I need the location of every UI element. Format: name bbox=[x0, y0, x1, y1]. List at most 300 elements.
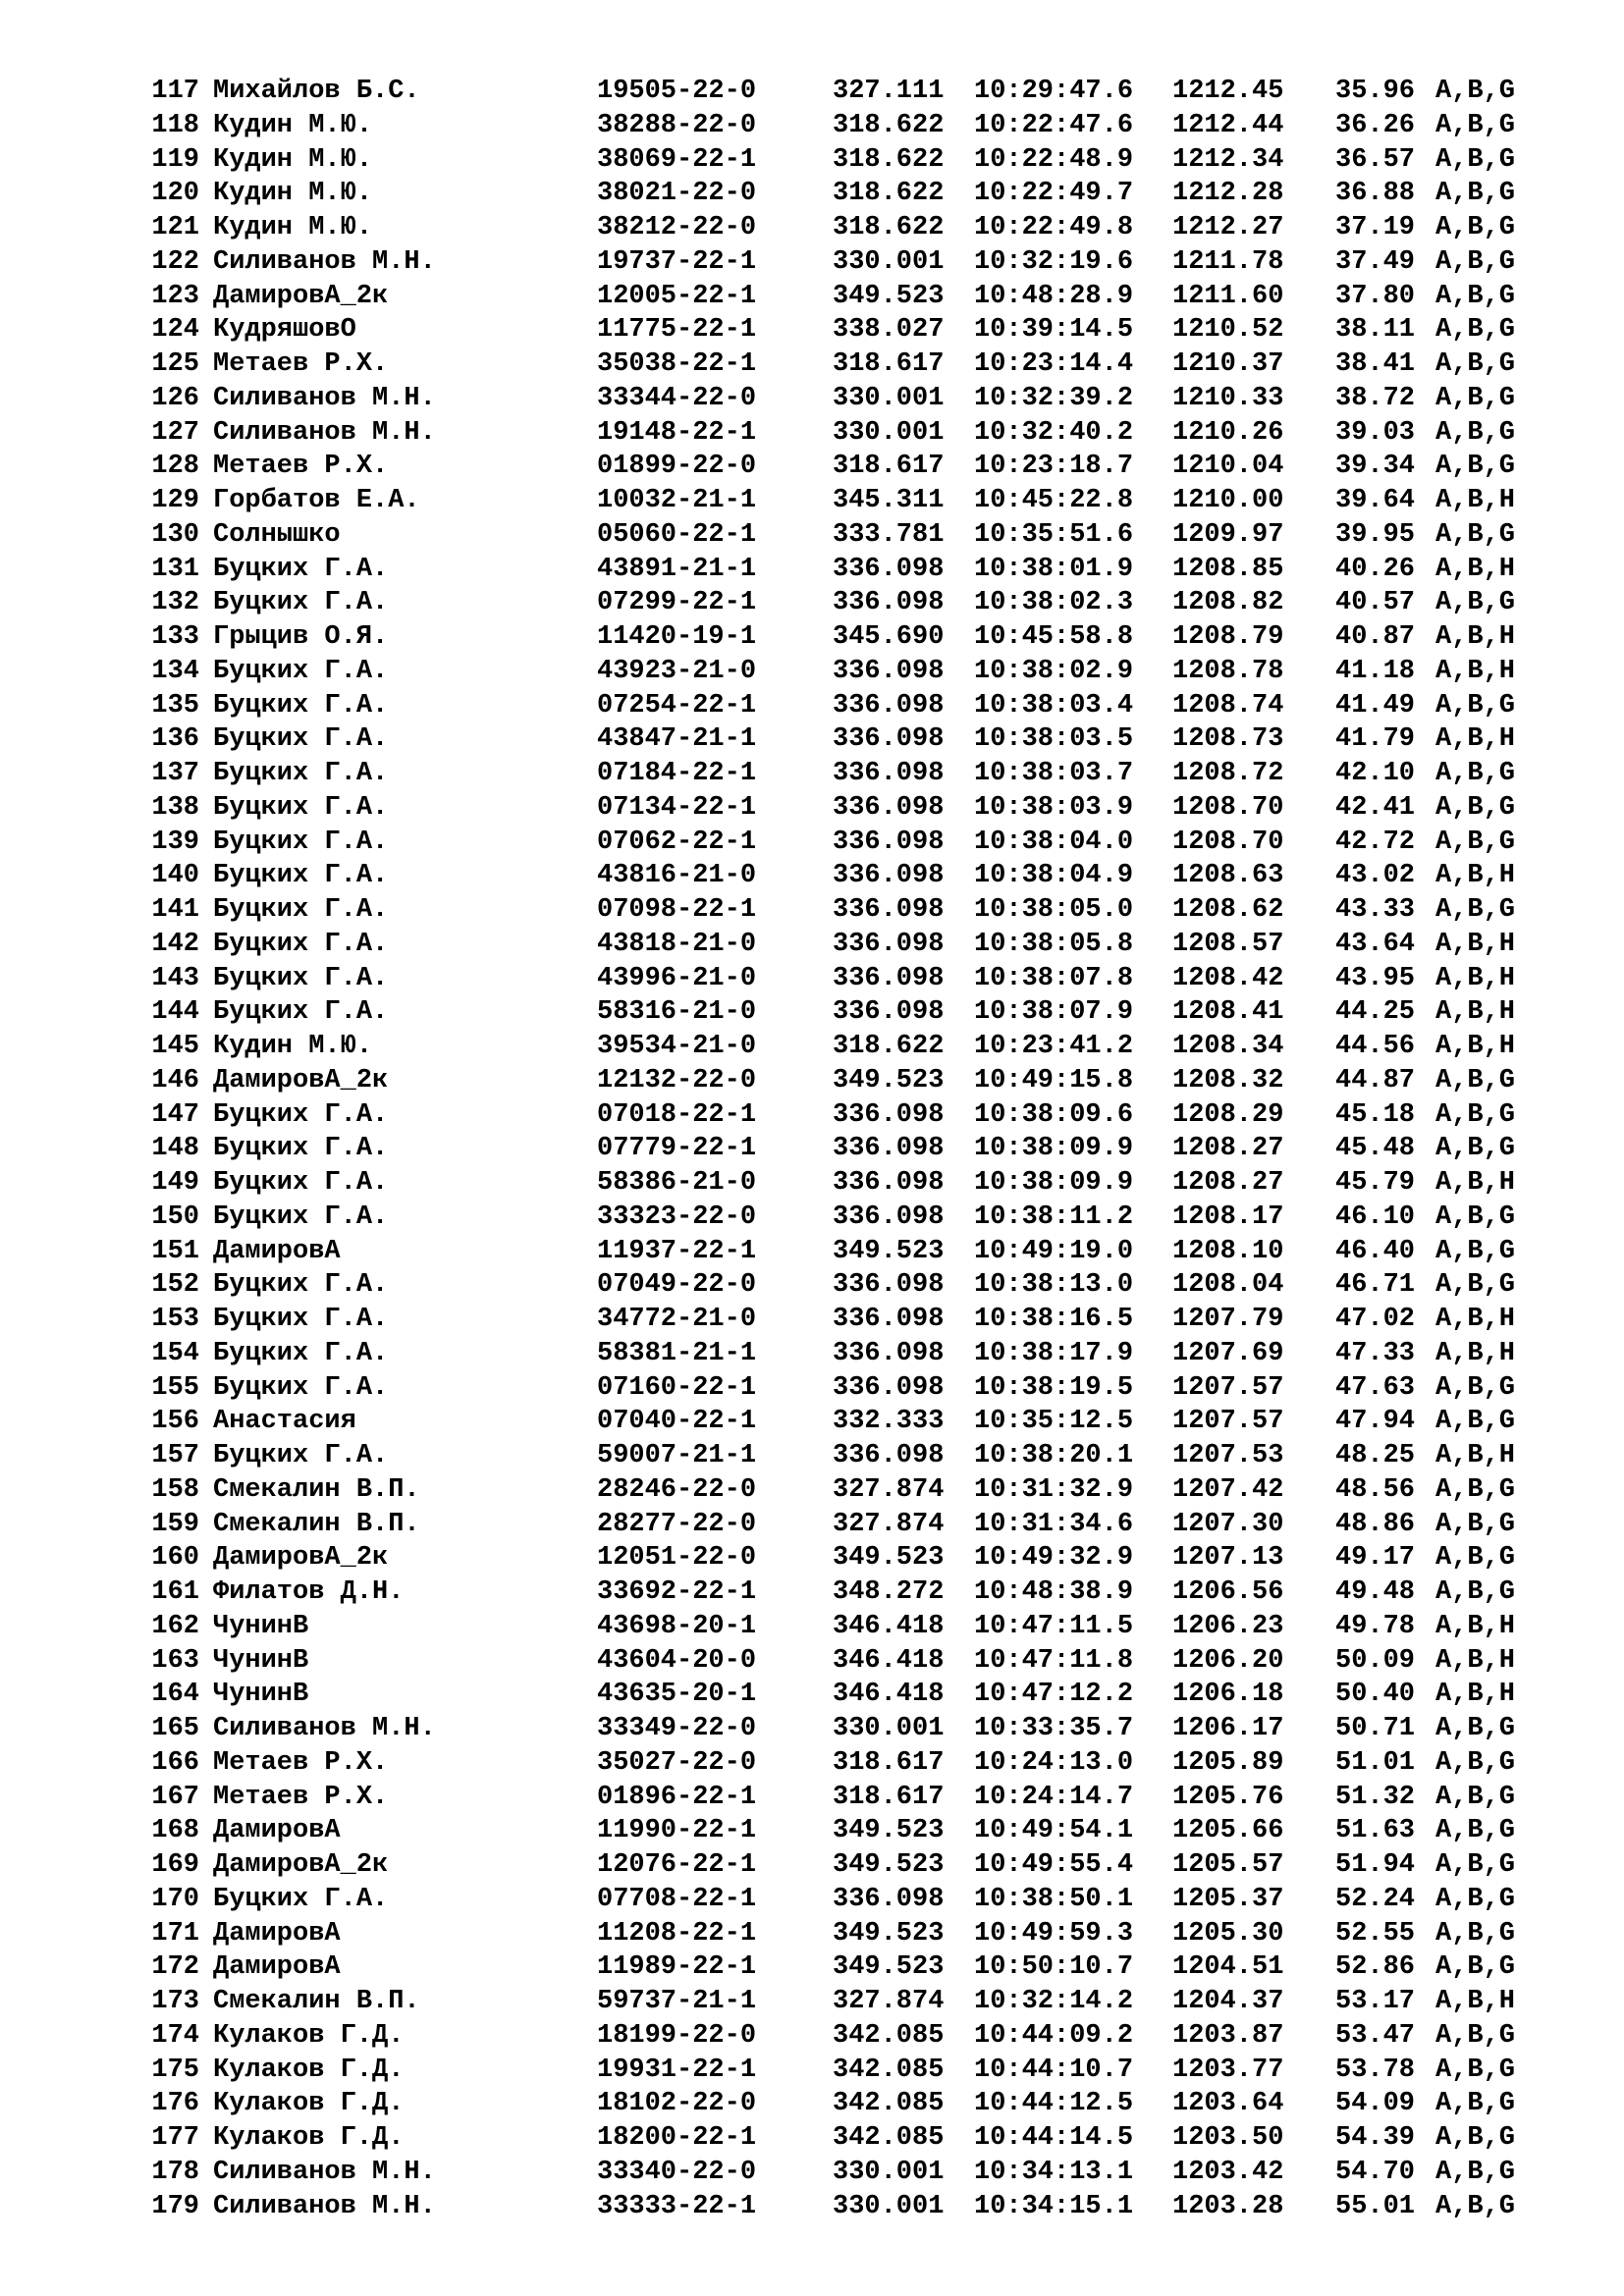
speed-cell: 1203.77 bbox=[1172, 2055, 1284, 2085]
points-cell: 35.96 bbox=[1335, 77, 1416, 106]
ring-number-cell: 11937-22-1 bbox=[597, 1236, 757, 1266]
distance-cell: 327.874 bbox=[833, 1987, 945, 2016]
categories-cell: A,B,H bbox=[1435, 1441, 1516, 1470]
ring-number-cell: 33349-22-0 bbox=[597, 1714, 757, 1743]
fancier-name-cell: Буцких Г.А. bbox=[213, 554, 389, 584]
fancier-name-cell: Буцких Г.А. bbox=[213, 690, 389, 721]
ring-number-cell: 38069-22-1 bbox=[597, 144, 757, 175]
place-cell: 178 bbox=[151, 2157, 199, 2187]
place-cell: 129 bbox=[151, 486, 199, 515]
points-cell: 52.55 bbox=[1335, 1918, 1416, 1949]
ring-number-cell: 19505-22-0 bbox=[597, 77, 757, 106]
arrival-time-cell: 10:38:05.8 bbox=[974, 929, 1134, 959]
place-cell: 135 bbox=[151, 690, 199, 721]
points-cell: 37.80 bbox=[1335, 281, 1416, 311]
arrival-time-cell: 10:48:38.9 bbox=[974, 1577, 1134, 1607]
distance-cell: 336.098 bbox=[833, 792, 945, 823]
speed-cell: 1203.28 bbox=[1172, 2191, 1284, 2221]
categories-cell: A,B,H bbox=[1435, 1987, 1516, 2016]
ring-number-cell: 33692-22-1 bbox=[597, 1577, 757, 1607]
points-cell: 36.26 bbox=[1335, 110, 1416, 140]
ring-number-cell: 11420-19-1 bbox=[597, 622, 757, 652]
categories-cell: A,B,H bbox=[1435, 1645, 1516, 1676]
points-cell: 44.87 bbox=[1335, 1065, 1416, 1095]
distance-cell: 342.085 bbox=[833, 2089, 945, 2119]
categories-cell: A,B,H bbox=[1435, 622, 1516, 652]
points-cell: 50.40 bbox=[1335, 1680, 1416, 1710]
arrival-time-cell: 10:35:51.6 bbox=[974, 519, 1134, 550]
fancier-name-cell: Кудин М.Ю. bbox=[213, 110, 373, 140]
ring-number-cell: 28246-22-0 bbox=[597, 1474, 757, 1505]
fancier-name-cell: ЧунинВ bbox=[213, 1611, 309, 1641]
fancier-name-cell: Кудин М.Ю. bbox=[213, 179, 373, 209]
ring-number-cell: 58316-21-0 bbox=[597, 997, 757, 1028]
points-cell: 48.25 bbox=[1335, 1441, 1416, 1470]
arrival-time-cell: 10:38:11.2 bbox=[974, 1201, 1134, 1232]
fancier-name-cell: КудряшовО bbox=[213, 315, 356, 346]
ring-number-cell: 43635-20-1 bbox=[597, 1680, 757, 1710]
place-cell: 164 bbox=[151, 1680, 199, 1710]
distance-cell: 336.098 bbox=[833, 1305, 945, 1334]
speed-cell: 1211.78 bbox=[1172, 246, 1284, 277]
categories-cell: A,B,H bbox=[1435, 963, 1516, 993]
place-cell: 154 bbox=[151, 1338, 199, 1368]
speed-cell: 1205.66 bbox=[1172, 1816, 1284, 1846]
categories-cell: A,B,G bbox=[1435, 2055, 1516, 2085]
arrival-time-cell: 10:23:41.2 bbox=[974, 1032, 1134, 1061]
categories-cell: A,B,G bbox=[1435, 1918, 1516, 1949]
fancier-name-cell: Буцких Г.А. bbox=[213, 724, 389, 755]
ring-number-cell: 12005-22-1 bbox=[597, 281, 757, 311]
place-cell: 118 bbox=[151, 110, 199, 140]
place-cell: 145 bbox=[151, 1032, 199, 1061]
fancier-name-cell: Буцких Г.А. bbox=[213, 1099, 389, 1130]
distance-cell: 349.523 bbox=[833, 1918, 945, 1949]
categories-cell: A,B,G bbox=[1435, 1543, 1516, 1574]
distance-cell: 336.098 bbox=[833, 1270, 945, 1301]
ring-number-cell: 07098-22-1 bbox=[597, 895, 757, 925]
ring-number-cell: 38021-22-0 bbox=[597, 179, 757, 209]
categories-cell: A,B,G bbox=[1435, 2089, 1516, 2119]
distance-cell: 318.617 bbox=[833, 452, 945, 482]
arrival-time-cell: 10:50:10.7 bbox=[974, 1952, 1134, 1983]
categories-cell: A,B,G bbox=[1435, 144, 1516, 175]
ring-number-cell: 38288-22-0 bbox=[597, 110, 757, 140]
distance-cell: 318.617 bbox=[833, 1747, 945, 1778]
arrival-time-cell: 10:38:02.9 bbox=[974, 656, 1134, 686]
categories-cell: A,B,G bbox=[1435, 1714, 1516, 1743]
arrival-time-cell: 10:49:15.8 bbox=[974, 1065, 1134, 1095]
arrival-time-cell: 10:38:02.3 bbox=[974, 588, 1134, 618]
distance-cell: 336.098 bbox=[833, 588, 945, 618]
speed-cell: 1208.57 bbox=[1172, 929, 1284, 959]
arrival-time-cell: 10:38:13.0 bbox=[974, 1270, 1134, 1301]
categories-cell: A,B,G bbox=[1435, 895, 1516, 925]
speed-cell: 1212.44 bbox=[1172, 110, 1284, 140]
arrival-time-cell: 10:34:15.1 bbox=[974, 2191, 1134, 2221]
points-cell: 53.17 bbox=[1335, 1987, 1416, 2016]
place-cell: 143 bbox=[151, 963, 199, 993]
distance-cell: 336.098 bbox=[833, 1338, 945, 1368]
place-cell: 163 bbox=[151, 1645, 199, 1676]
place-cell: 127 bbox=[151, 417, 199, 448]
speed-cell: 1207.30 bbox=[1172, 1509, 1284, 1539]
place-cell: 121 bbox=[151, 213, 199, 242]
speed-cell: 1207.42 bbox=[1172, 1474, 1284, 1505]
arrival-time-cell: 10:38:04.9 bbox=[974, 861, 1134, 891]
points-cell: 47.94 bbox=[1335, 1407, 1416, 1437]
place-cell: 169 bbox=[151, 1850, 199, 1880]
distance-cell: 336.098 bbox=[833, 1884, 945, 1914]
categories-cell: A,B,G bbox=[1435, 383, 1516, 413]
arrival-time-cell: 10:45:22.8 bbox=[974, 486, 1134, 515]
speed-cell: 1212.34 bbox=[1172, 144, 1284, 175]
place-cell: 139 bbox=[151, 827, 199, 857]
fancier-name-cell: ЧунинВ bbox=[213, 1680, 309, 1710]
speed-cell: 1205.57 bbox=[1172, 1850, 1284, 1880]
arrival-time-cell: 10:35:12.5 bbox=[974, 1407, 1134, 1437]
arrival-time-cell: 10:47:11.5 bbox=[974, 1611, 1134, 1641]
place-cell: 159 bbox=[151, 1509, 199, 1539]
distance-cell: 346.418 bbox=[833, 1645, 945, 1676]
arrival-time-cell: 10:24:13.0 bbox=[974, 1747, 1134, 1778]
ring-number-cell: 07062-22-1 bbox=[597, 827, 757, 857]
ring-number-cell: 07184-22-1 bbox=[597, 759, 757, 788]
ring-number-cell: 12051-22-0 bbox=[597, 1543, 757, 1574]
ring-number-cell: 19148-22-1 bbox=[597, 417, 757, 448]
categories-cell: A,B,G bbox=[1435, 1952, 1516, 1983]
points-cell: 43.02 bbox=[1335, 861, 1416, 891]
points-cell: 50.09 bbox=[1335, 1645, 1416, 1676]
fancier-name-cell: Буцких Г.А. bbox=[213, 1201, 389, 1232]
place-cell: 165 bbox=[151, 1714, 199, 1743]
categories-cell: A,B,G bbox=[1435, 1236, 1516, 1266]
categories-cell: A,B,H bbox=[1435, 861, 1516, 891]
fancier-name-cell: Буцких Г.А. bbox=[213, 1168, 389, 1198]
ring-number-cell: 07299-22-1 bbox=[597, 588, 757, 618]
ring-number-cell: 33323-22-0 bbox=[597, 1201, 757, 1232]
categories-cell: A,B,H bbox=[1435, 1680, 1516, 1710]
distance-cell: 342.085 bbox=[833, 2055, 945, 2085]
categories-cell: A,B,H bbox=[1435, 1032, 1516, 1061]
arrival-time-cell: 10:49:32.9 bbox=[974, 1543, 1134, 1574]
distance-cell: 336.098 bbox=[833, 554, 945, 584]
distance-cell: 345.311 bbox=[833, 486, 945, 515]
ring-number-cell: 19931-22-1 bbox=[597, 2055, 757, 2085]
categories-cell: A,B,G bbox=[1435, 77, 1516, 106]
place-cell: 171 bbox=[151, 1918, 199, 1949]
distance-cell: 327.874 bbox=[833, 1509, 945, 1539]
points-cell: 47.63 bbox=[1335, 1372, 1416, 1403]
speed-cell: 1207.57 bbox=[1172, 1372, 1284, 1403]
fancier-name-cell: Буцких Г.А. bbox=[213, 1884, 389, 1914]
place-cell: 157 bbox=[151, 1441, 199, 1470]
place-cell: 141 bbox=[151, 895, 199, 925]
fancier-name-cell: ДамировА_2к bbox=[213, 1543, 389, 1574]
points-cell: 54.70 bbox=[1335, 2157, 1416, 2187]
place-cell: 128 bbox=[151, 452, 199, 482]
ring-number-cell: 38212-22-0 bbox=[597, 213, 757, 242]
place-cell: 117 bbox=[151, 77, 199, 106]
speed-cell: 1206.18 bbox=[1172, 1680, 1284, 1710]
points-cell: 38.41 bbox=[1335, 349, 1416, 379]
points-cell: 46.71 bbox=[1335, 1270, 1416, 1301]
arrival-time-cell: 10:38:17.9 bbox=[974, 1338, 1134, 1368]
arrival-time-cell: 10:32:19.6 bbox=[974, 246, 1134, 277]
fancier-name-cell: Смекалин В.П. bbox=[213, 1509, 420, 1539]
points-cell: 53.78 bbox=[1335, 2055, 1416, 2085]
arrival-time-cell: 10:23:18.7 bbox=[974, 452, 1134, 482]
place-cell: 153 bbox=[151, 1305, 199, 1334]
speed-cell: 1204.51 bbox=[1172, 1952, 1284, 1983]
speed-cell: 1212.28 bbox=[1172, 179, 1284, 209]
speed-cell: 1208.62 bbox=[1172, 895, 1284, 925]
fancier-name-cell: Буцких Г.А. bbox=[213, 656, 389, 686]
place-cell: 175 bbox=[151, 2055, 199, 2085]
arrival-time-cell: 10:22:49.7 bbox=[974, 179, 1134, 209]
distance-cell: 349.523 bbox=[833, 1816, 945, 1846]
ring-number-cell: 19737-22-1 bbox=[597, 246, 757, 277]
fancier-name-cell: Буцких Г.А. bbox=[213, 1441, 389, 1470]
fancier-name-cell: Метаев Р.Х. bbox=[213, 349, 389, 379]
points-cell: 49.17 bbox=[1335, 1543, 1416, 1574]
speed-cell: 1206.17 bbox=[1172, 1714, 1284, 1743]
arrival-time-cell: 10:38:04.0 bbox=[974, 827, 1134, 857]
speed-cell: 1212.27 bbox=[1172, 213, 1284, 242]
speed-cell: 1208.04 bbox=[1172, 1270, 1284, 1301]
categories-cell: A,B,G bbox=[1435, 759, 1516, 788]
speed-cell: 1205.76 bbox=[1172, 1782, 1284, 1812]
categories-cell: A,B,G bbox=[1435, 1134, 1516, 1164]
categories-cell: A,B,G bbox=[1435, 1782, 1516, 1812]
speed-cell: 1205.37 bbox=[1172, 1884, 1284, 1914]
categories-cell: A,B,H bbox=[1435, 486, 1516, 515]
speed-cell: 1206.56 bbox=[1172, 1577, 1284, 1607]
speed-cell: 1208.82 bbox=[1172, 588, 1284, 618]
points-cell: 53.47 bbox=[1335, 2020, 1416, 2051]
distance-cell: 336.098 bbox=[833, 759, 945, 788]
speed-cell: 1210.33 bbox=[1172, 383, 1284, 413]
speed-cell: 1206.20 bbox=[1172, 1645, 1284, 1676]
arrival-time-cell: 10:39:14.5 bbox=[974, 315, 1134, 346]
speed-cell: 1207.53 bbox=[1172, 1441, 1284, 1470]
ring-number-cell: 18200-22-1 bbox=[597, 2123, 757, 2153]
points-cell: 41.18 bbox=[1335, 656, 1416, 686]
arrival-time-cell: 10:33:35.7 bbox=[974, 1714, 1134, 1743]
points-cell: 37.19 bbox=[1335, 213, 1416, 242]
points-cell: 41.49 bbox=[1335, 690, 1416, 721]
ring-number-cell: 05060-22-1 bbox=[597, 519, 757, 550]
arrival-time-cell: 10:44:12.5 bbox=[974, 2089, 1134, 2119]
points-cell: 48.56 bbox=[1335, 1474, 1416, 1505]
ring-number-cell: 34772-21-0 bbox=[597, 1305, 757, 1334]
fancier-name-cell: Буцких Г.А. bbox=[213, 827, 389, 857]
place-cell: 140 bbox=[151, 861, 199, 891]
speed-cell: 1205.30 bbox=[1172, 1918, 1284, 1949]
distance-cell: 318.622 bbox=[833, 213, 945, 242]
ring-number-cell: 07018-22-1 bbox=[597, 1099, 757, 1130]
categories-cell: A,B,G bbox=[1435, 1407, 1516, 1437]
categories-cell: A,B,G bbox=[1435, 2157, 1516, 2187]
arrival-time-cell: 10:38:09.9 bbox=[974, 1168, 1134, 1198]
speed-cell: 1212.45 bbox=[1172, 77, 1284, 106]
fancier-name-cell: Грыцив О.Я. bbox=[213, 622, 389, 652]
ring-number-cell: 33344-22-0 bbox=[597, 383, 757, 413]
speed-cell: 1210.00 bbox=[1172, 486, 1284, 515]
arrival-time-cell: 10:44:14.5 bbox=[974, 2123, 1134, 2153]
place-cell: 148 bbox=[151, 1134, 199, 1164]
points-cell: 55.01 bbox=[1335, 2191, 1416, 2221]
place-cell: 161 bbox=[151, 1577, 199, 1607]
ring-number-cell: 28277-22-0 bbox=[597, 1509, 757, 1539]
categories-cell: A,B,G bbox=[1435, 1372, 1516, 1403]
categories-cell: A,B,H bbox=[1435, 997, 1516, 1028]
arrival-time-cell: 10:38:03.7 bbox=[974, 759, 1134, 788]
categories-cell: A,B,G bbox=[1435, 2123, 1516, 2153]
arrival-time-cell: 10:49:55.4 bbox=[974, 1850, 1134, 1880]
arrival-time-cell: 10:38:07.9 bbox=[974, 997, 1134, 1028]
categories-cell: A,B,G bbox=[1435, 1850, 1516, 1880]
arrival-time-cell: 10:47:11.8 bbox=[974, 1645, 1134, 1676]
points-cell: 48.86 bbox=[1335, 1509, 1416, 1539]
arrival-time-cell: 10:38:50.1 bbox=[974, 1884, 1134, 1914]
fancier-name-cell: Смекалин В.П. bbox=[213, 1474, 420, 1505]
place-cell: 138 bbox=[151, 792, 199, 823]
distance-cell: 327.111 bbox=[833, 77, 945, 106]
categories-cell: A,B,G bbox=[1435, 1747, 1516, 1778]
arrival-time-cell: 10:38:03.9 bbox=[974, 792, 1134, 823]
ring-number-cell: 07049-22-0 bbox=[597, 1270, 757, 1301]
points-cell: 45.18 bbox=[1335, 1099, 1416, 1130]
points-cell: 44.56 bbox=[1335, 1032, 1416, 1061]
place-cell: 160 bbox=[151, 1543, 199, 1574]
distance-cell: 336.098 bbox=[833, 1134, 945, 1164]
fancier-name-cell: Анастасия bbox=[213, 1407, 356, 1437]
speed-cell: 1203.87 bbox=[1172, 2020, 1284, 2051]
distance-cell: 332.333 bbox=[833, 1407, 945, 1437]
place-cell: 136 bbox=[151, 724, 199, 755]
speed-cell: 1208.72 bbox=[1172, 759, 1284, 788]
ring-number-cell: 11775-22-1 bbox=[597, 315, 757, 346]
speed-cell: 1208.74 bbox=[1172, 690, 1284, 721]
categories-cell: A,B,G bbox=[1435, 1270, 1516, 1301]
arrival-time-cell: 10:38:05.0 bbox=[974, 895, 1134, 925]
fancier-name-cell: Буцких Г.А. bbox=[213, 997, 389, 1028]
fancier-name-cell: Смекалин В.П. bbox=[213, 1987, 420, 2016]
arrival-time-cell: 10:48:28.9 bbox=[974, 281, 1134, 311]
speed-cell: 1203.50 bbox=[1172, 2123, 1284, 2153]
fancier-name-cell: ДамировА bbox=[213, 1236, 341, 1266]
fancier-name-cell: Силиванов М.Н. bbox=[213, 1714, 436, 1743]
points-cell: 36.88 bbox=[1335, 179, 1416, 209]
points-cell: 42.41 bbox=[1335, 792, 1416, 823]
speed-cell: 1210.04 bbox=[1172, 452, 1284, 482]
ring-number-cell: 33333-22-1 bbox=[597, 2191, 757, 2221]
speed-cell: 1208.27 bbox=[1172, 1168, 1284, 1198]
categories-cell: A,B,G bbox=[1435, 246, 1516, 277]
arrival-time-cell: 10:24:14.7 bbox=[974, 1782, 1134, 1812]
arrival-time-cell: 10:38:19.5 bbox=[974, 1372, 1134, 1403]
fancier-name-cell: Горбатов Е.А. bbox=[213, 486, 420, 515]
categories-cell: A,B,G bbox=[1435, 690, 1516, 721]
place-cell: 156 bbox=[151, 1407, 199, 1437]
points-cell: 36.57 bbox=[1335, 144, 1416, 175]
ring-number-cell: 33340-22-0 bbox=[597, 2157, 757, 2187]
place-cell: 173 bbox=[151, 1987, 199, 2016]
ring-number-cell: 11989-22-1 bbox=[597, 1952, 757, 1983]
place-cell: 172 bbox=[151, 1952, 199, 1983]
distance-cell: 318.622 bbox=[833, 179, 945, 209]
fancier-name-cell: Буцких Г.А. bbox=[213, 895, 389, 925]
place-cell: 132 bbox=[151, 588, 199, 618]
points-cell: 42.72 bbox=[1335, 827, 1416, 857]
speed-cell: 1208.70 bbox=[1172, 792, 1284, 823]
speed-cell: 1208.63 bbox=[1172, 861, 1284, 891]
points-cell: 51.32 bbox=[1335, 1782, 1416, 1812]
arrival-time-cell: 10:49:54.1 bbox=[974, 1816, 1134, 1846]
arrival-time-cell: 10:31:32.9 bbox=[974, 1474, 1134, 1505]
arrival-time-cell: 10:38:07.8 bbox=[974, 963, 1134, 993]
distance-cell: 345.690 bbox=[833, 622, 945, 652]
points-cell: 39.95 bbox=[1335, 519, 1416, 550]
arrival-time-cell: 10:32:40.2 bbox=[974, 417, 1134, 448]
speed-cell: 1207.69 bbox=[1172, 1338, 1284, 1368]
speed-cell: 1210.52 bbox=[1172, 315, 1284, 346]
points-cell: 54.39 bbox=[1335, 2123, 1416, 2153]
distance-cell: 336.098 bbox=[833, 1372, 945, 1403]
speed-cell: 1211.60 bbox=[1172, 281, 1284, 311]
categories-cell: A,B,H bbox=[1435, 1168, 1516, 1198]
fancier-name-cell: ДамировА bbox=[213, 1952, 341, 1983]
fancier-name-cell: Филатов Д.Н. bbox=[213, 1577, 405, 1607]
place-cell: 179 bbox=[151, 2191, 199, 2221]
place-cell: 176 bbox=[151, 2089, 199, 2119]
place-cell: 133 bbox=[151, 622, 199, 652]
distance-cell: 336.098 bbox=[833, 827, 945, 857]
speed-cell: 1208.41 bbox=[1172, 997, 1284, 1028]
distance-cell: 327.874 bbox=[833, 1474, 945, 1505]
categories-cell: A,B,H bbox=[1435, 929, 1516, 959]
place-cell: 122 bbox=[151, 246, 199, 277]
distance-cell: 330.001 bbox=[833, 2191, 945, 2221]
categories-cell: A,B,G bbox=[1435, 1816, 1516, 1846]
points-cell: 44.25 bbox=[1335, 997, 1416, 1028]
points-cell: 46.10 bbox=[1335, 1201, 1416, 1232]
distance-cell: 330.001 bbox=[833, 383, 945, 413]
fancier-name-cell: Буцких Г.А. bbox=[213, 588, 389, 618]
fancier-name-cell: Силиванов М.Н. bbox=[213, 2191, 436, 2221]
categories-cell: A,B,G bbox=[1435, 1065, 1516, 1095]
points-cell: 46.40 bbox=[1335, 1236, 1416, 1266]
fancier-name-cell: Солнышко bbox=[213, 519, 341, 550]
ring-number-cell: 07254-22-1 bbox=[597, 690, 757, 721]
points-cell: 42.10 bbox=[1335, 759, 1416, 788]
place-cell: 162 bbox=[151, 1611, 199, 1641]
fancier-name-cell: ДамировА_2к bbox=[213, 1065, 389, 1095]
speed-cell: 1208.10 bbox=[1172, 1236, 1284, 1266]
categories-cell: A,B,G bbox=[1435, 452, 1516, 482]
points-cell: 50.71 bbox=[1335, 1714, 1416, 1743]
fancier-name-cell: Буцких Г.А. bbox=[213, 759, 389, 788]
ring-number-cell: 59737-21-1 bbox=[597, 1987, 757, 2016]
place-cell: 146 bbox=[151, 1065, 199, 1095]
fancier-name-cell: Буцких Г.А. bbox=[213, 1338, 389, 1368]
arrival-time-cell: 10:38:01.9 bbox=[974, 554, 1134, 584]
speed-cell: 1204.37 bbox=[1172, 1987, 1284, 2016]
fancier-name-cell: Буцких Г.А. bbox=[213, 1134, 389, 1164]
distance-cell: 336.098 bbox=[833, 997, 945, 1028]
distance-cell: 330.001 bbox=[833, 246, 945, 277]
